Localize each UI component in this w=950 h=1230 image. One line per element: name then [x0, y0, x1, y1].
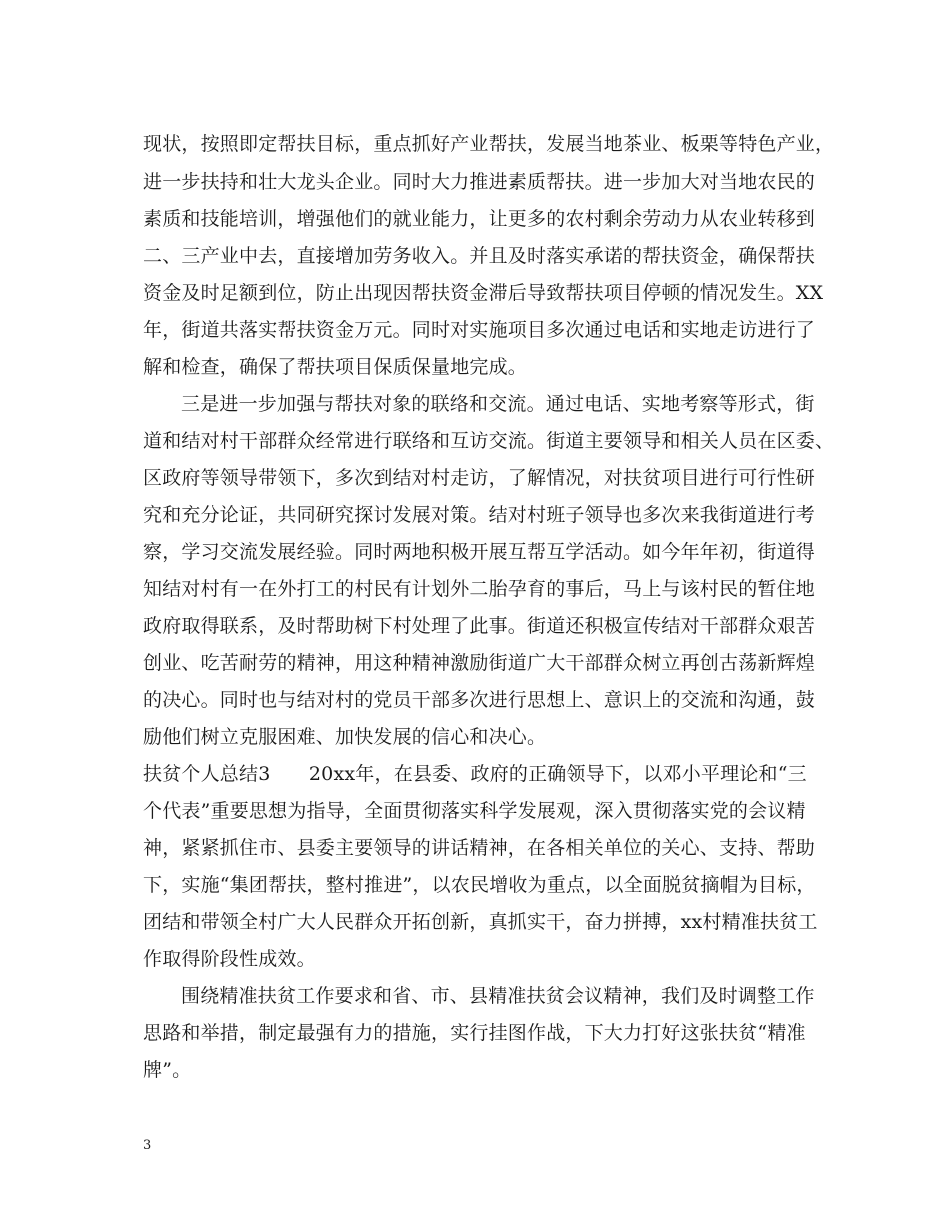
- text-line: 素质和技能培训，增强他们的就业能力，让更多的农村剩余劳动力从农业转移到: [143, 208, 816, 230]
- text-line: 政府取得联系，及时帮助树下村处理了此事。街道还积极宣传结对干部群众艰苦: [143, 615, 816, 637]
- paragraph-first-line: 三是进一步加强与帮扶对象的联络和交流。通过电话、实地考察等形式，街: [181, 393, 815, 415]
- text-line: 牌”。: [143, 1059, 192, 1081]
- text-line: 思路和举措，制定最强有力的措施，实行挂图作战，下大力打好这张扶贫“精准: [143, 1022, 806, 1044]
- text-line: 下，实施“集团帮扶，整村推进”，以农民增收为重点，以全面脱贫摘帽为目标，: [143, 874, 816, 896]
- text-line: 进一步扶持和壮大龙头企业。同时大力推进素质帮扶。进一步加大对当地农民的: [143, 171, 816, 193]
- text-line: 年，街道共落实帮扶资金万元。同时对实施项目多次通过电话和实地走访进行了: [143, 319, 816, 341]
- text-line: 神，紧紧抓住市、县委主要领导的讲话精神，在各相关单位的关心、支持、帮助: [143, 837, 816, 859]
- text-line: 知结对村有一在外打工的村民有计划外二胎孕育的事后，马上与该村民的暂住地: [143, 578, 816, 600]
- text-line: 究和充分论证，共同研究探讨发展对策。结对村班子领导也多次来我街道进行考: [143, 504, 816, 526]
- text-line: 现状，按照即定帮扶目标，重点抓好产业帮扶，发展当地茶业、板栗等特色产业，: [143, 133, 835, 155]
- text-line: 二、三产业中去，直接增加劳务收入。并且及时落实承诺的帮扶资金，确保帮扶: [143, 245, 816, 267]
- page-number: 3: [143, 1138, 152, 1153]
- text-line: 察，学习交流发展经验。同时两地积极开展互帮互学活动。如今年年初，街道得: [143, 541, 816, 563]
- text-line: 道和结对村干部群众经常进行联络和互访交流。街道主要领导和相关人员在区委、: [143, 430, 835, 452]
- text-line: 作取得阶段性成效。: [143, 948, 316, 970]
- text-line: 励他们树立克服困难、加快发展的信心和决心。: [143, 726, 547, 748]
- text-line: 个代表”重要思想为指导，全面贯彻落实科学发展观，深入贯彻落实党的会议精: [143, 800, 806, 822]
- text-line: 区政府等领导带领下，多次到结对村走访，了解情况，对扶贫项目进行可行性研: [143, 467, 816, 489]
- text-line: 资金及时足额到位，防止出现因帮扶资金滞后导致帮扶项目停顿的情况发生。XX: [143, 282, 824, 304]
- text-line: 团结和带领全村广大人民群众开拓创新，真抓实干，奋力拼搏，xx村精准扶贫工: [143, 911, 818, 933]
- text-line: 解和检查，确保了帮扶项目保质保量地完成。: [143, 356, 528, 378]
- section-heading-line: 扶贫个人总结3 20xx年，在县委、政府的正确领导下，以邓小平理论和“三: [143, 763, 807, 785]
- text-line: 的决心。同时也与结对村的党员干部多次进行思想上、意识上的交流和沟通，鼓: [143, 689, 816, 711]
- text-line: 创业、吃苦耐劳的精神，用这种精神激励街道广大干部群众树立再创古荡新辉煌: [143, 652, 816, 674]
- paragraph-first-line: 围绕精准扶贫工作要求和省、市、县精准扶贫会议精神，我们及时调整工作: [181, 985, 815, 1007]
